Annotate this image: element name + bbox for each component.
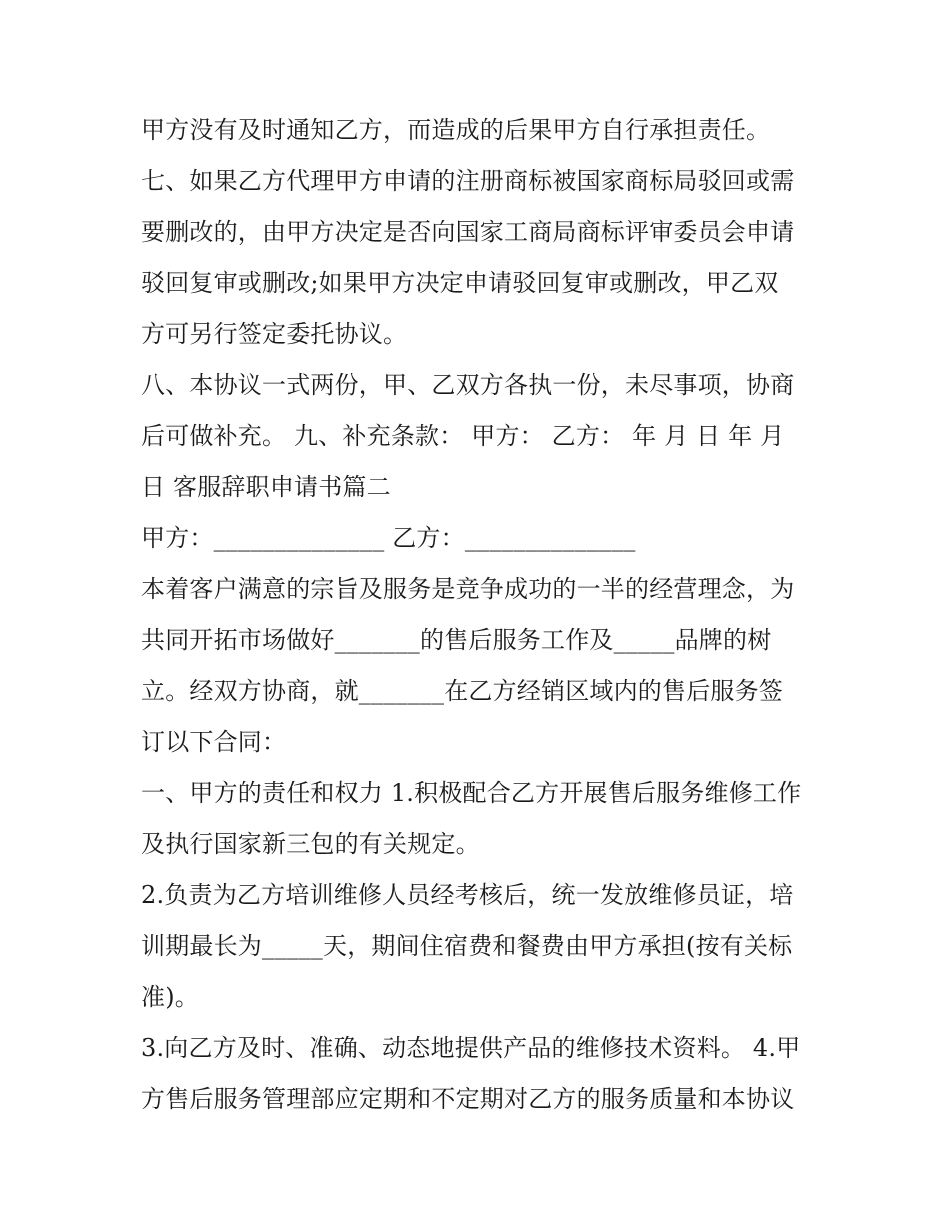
- text-line: 驳回复审或删改;如果甲方决定申请驳回复审或删改，甲乙双: [141, 269, 779, 297]
- text-line: 立。经双方协商，就_______在乙方经销区域内的售后服务签: [141, 677, 783, 705]
- text-line: 订以下合同：: [141, 728, 287, 756]
- text-line: 2.负责为乙方培训维修人员经考核后，统一发放维修员证，培: [141, 881, 794, 909]
- text-line: 本着客户满意的宗旨及服务是竞争成功的一半的经营理念，为: [141, 575, 795, 603]
- party-fields-line: 甲方：______________ 乙方：______________: [141, 524, 636, 552]
- text-line: 七、如果乙方代理甲方申请的注册商标被国家商标局驳回或需: [141, 167, 795, 195]
- text-line: 方售后服务管理部应定期和不定期对乙方的服务质量和本协议: [141, 1085, 795, 1113]
- text-line: 一、甲方的责任和权力 1.积极配合乙方开展售后服务维修工作: [141, 779, 802, 807]
- text-line: 八、本协议一式两份，甲、乙双方各执一份，未尽事项，协商: [141, 371, 795, 399]
- text-line: 方可另行签定委托协议。: [141, 320, 408, 348]
- text-line: 训期最长为_____天，期间住宿费和餐费由甲方承担(按有关标: [141, 932, 793, 960]
- text-line: 3.向乙方及时、准确、动态地提供产品的维修技术资料。 4.甲: [141, 1034, 801, 1062]
- text-line: 后可做补充。 九、补充条款： 甲方： 乙方： 年 月 日 年 月: [141, 422, 785, 450]
- section-heading: 日 客服辞职申请书篇二: [141, 473, 391, 501]
- text-line: 共同开拓市场做好_______的售后服务工作及_____品牌的树: [141, 626, 772, 654]
- text-line: 要删改的，由甲方决定是否向国家工商局商标评审委员会申请: [141, 218, 795, 246]
- document-page: [141, 105, 821, 1125]
- text-line: 甲方没有及时通知乙方，而造成的后果甲方自行承担责任。: [141, 116, 771, 144]
- text-line: 准)。: [141, 983, 199, 1011]
- text-line: 及执行国家新三包的有关规定。: [141, 830, 480, 858]
